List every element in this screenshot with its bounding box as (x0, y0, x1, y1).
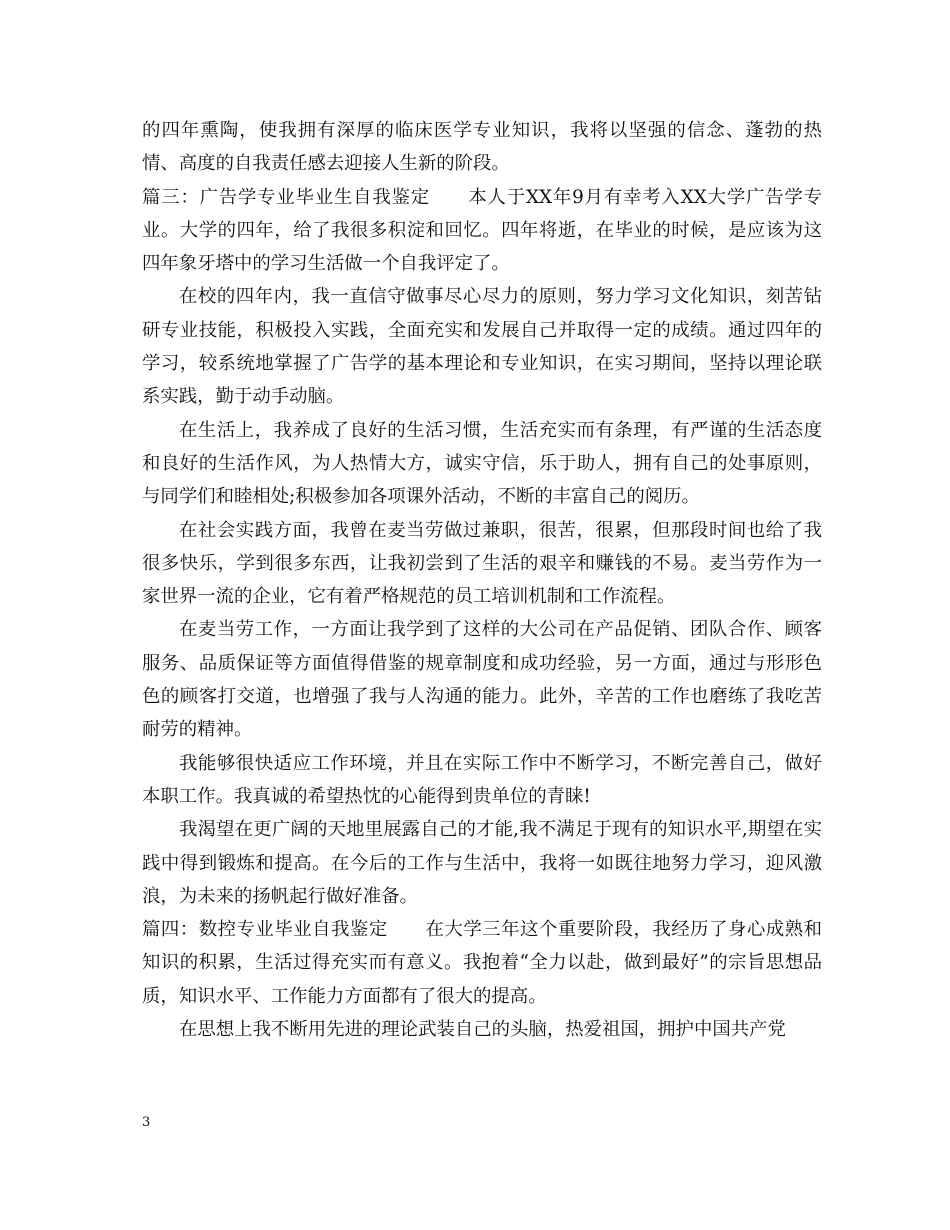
section-heading-paragraph: 篇三：广告学专业毕业生自我鉴定 本人于XX年9月有幸考入XX大学广告学专业。大学的四年，给了我很多积淀和回忆。四年将逝，在毕业的时候，是应该为这四年象牙塔中的学习生活做一个自我评定了。 (142, 186, 822, 275)
paragraph: 在社会实践方面，我曾在麦当劳做过兼职，很苦，很累，但那段时间也给了我很多快乐，学到很多东西，让我初尝到了生活的艰辛和赚钱的不易。麦当劳作为一家世界一流的企业，它有着严格规范的员工培训机制和工作流程。 (142, 519, 822, 608)
paragraph: 在思想上我不断用先进的理论武装自己的头脑，热爱祖国，拥护中国共产党 (179, 1019, 786, 1041)
paragraph: 我能够很快适应工作环境，并且在实际工作中不断学习，不断完善自己，做好本职工作。我真诚的希望热忱的心能得到贵单位的青睐! (142, 752, 822, 807)
paragraph: 我渴望在更广阔的天地里展露自己的才能,我不满足于现有的知识水平,期望在实践中得到锻炼和提高。在今后的工作与生活中，我将一如既往地努力学习，迎风激浪，为未来的扬帆起行做好准备。 (142, 819, 822, 907)
page-number: 3 (142, 1115, 151, 1130)
document-body (142, 114, 822, 1046)
section-heading-paragraph: 篇四：数控专业毕业自我鉴定 在大学三年这个重要阶段，我经历了身心成熟和知识的积累，生活过得充实而有意义。我抱着“全力以赴，做到最好”的宗旨思想品质，知识水平、工作能力方面都有了很大的提高。 (142, 919, 822, 1007)
paragraph: 在校的四年内，我一直信守做事尽心尽力的原则，努力学习文化知识，刻苦钻研专业技能，积极投入实践，全面充实和发展自己并取得一定的成绩。通过四年的学习，较系统地掌握了广告学的基本理论和专业知识，在实习期间，坚持以理论联系实践，勤于动手动脑。 (142, 286, 822, 408)
paragraph: 在麦当劳工作，一方面让我学到了这样的大公司在产品促销、团队合作、顾客服务、品质保证等方面值得借鉴的规章制度和成功经验，另一方面，通过与形形色色的顾客打交道，也增强了我与人沟通的能力。此外，辛苦的工作也磨练了我吃苦耐劳的精神。 (142, 619, 822, 741)
paragraph: 在生活上，我养成了良好的生活习惯，生活充实而有条理，有严谨的生活态度和良好的生活作风，为人热情大方，诚实守信，乐于助人，拥有自己的处事原则，与同学们和睦相处;积极参加各项课外活动，不断的丰富自己的阅历。 (142, 419, 822, 508)
paragraph: 的四年熏陶，使我拥有深厚的临床医学专业知识，我将以坚强的信念、蓬勃的热情、高度的自我责任感去迎接人生新的阶段。 (142, 120, 822, 175)
